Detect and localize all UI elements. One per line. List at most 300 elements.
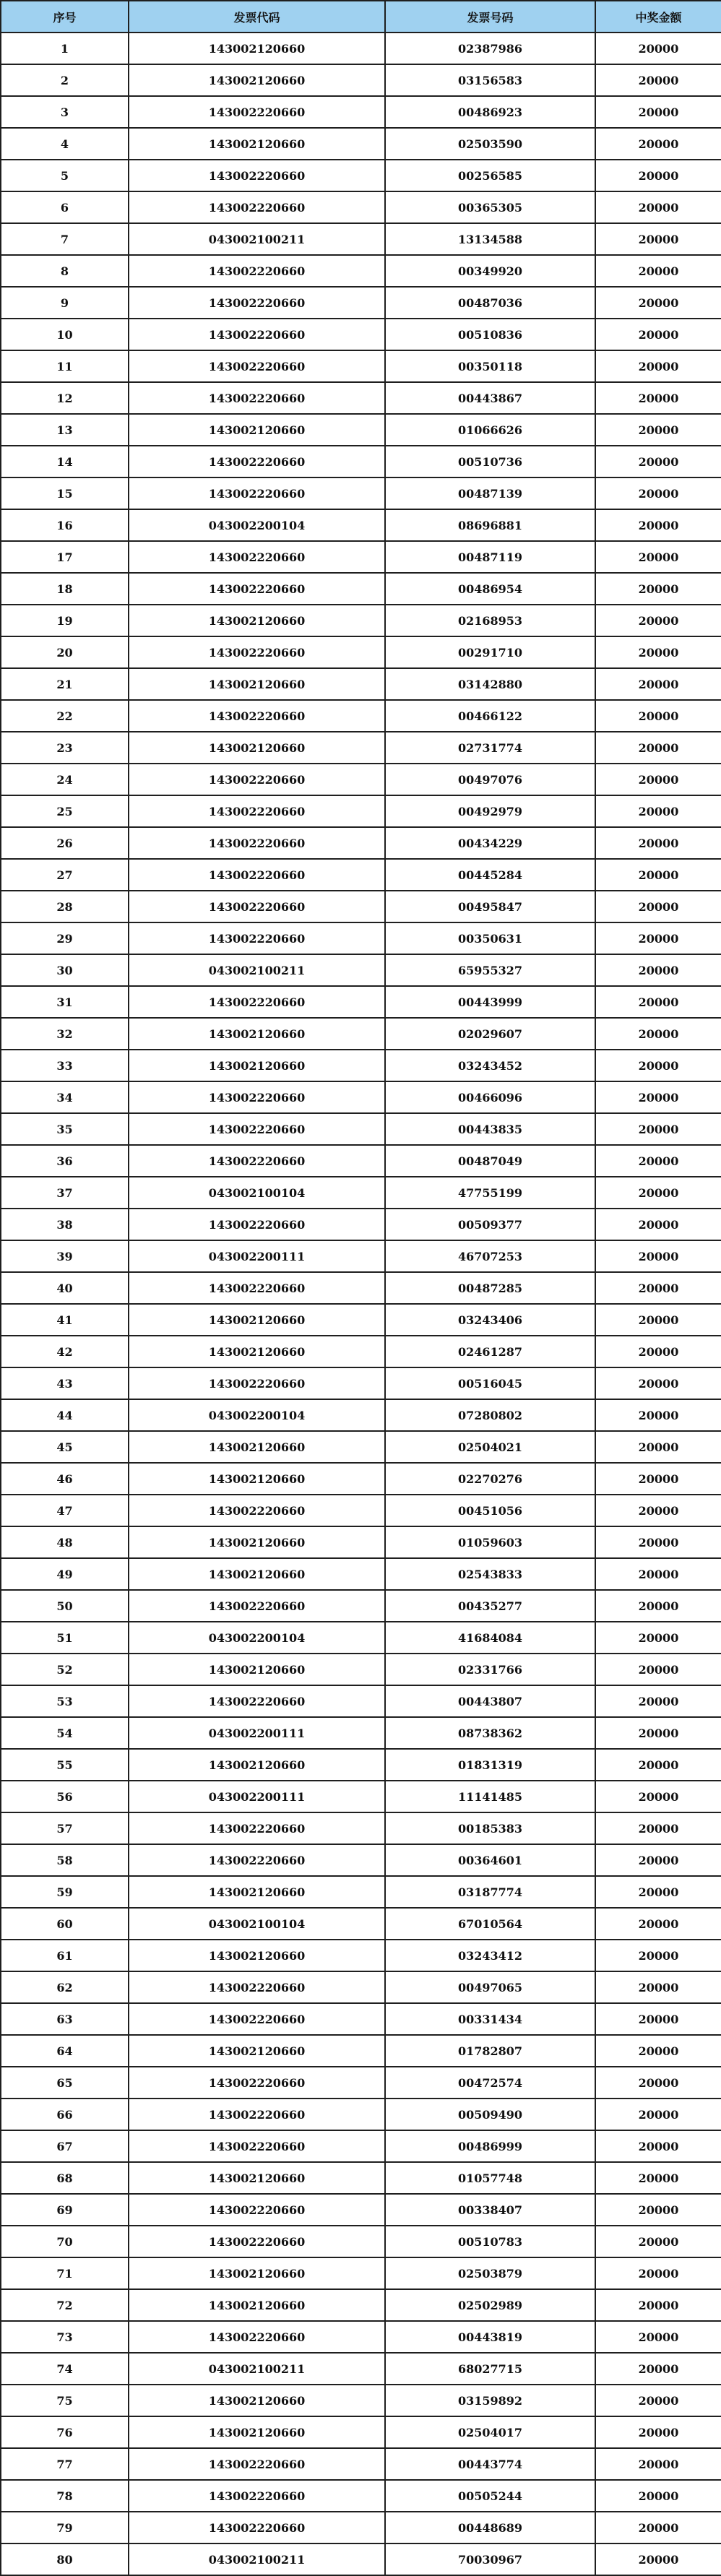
invoice-code-cell: 143002220660 bbox=[129, 1113, 385, 1145]
serial-number-cell: 79 bbox=[1, 2512, 129, 2543]
invoice-code-cell: 143002120660 bbox=[129, 1876, 385, 1908]
prize-amount-cell: 20000 bbox=[595, 2289, 721, 2321]
invoice-code-cell: 143002120660 bbox=[129, 1749, 385, 1781]
invoice-code-cell: 143002220660 bbox=[129, 1495, 385, 1526]
invoice-code-cell: 143002220660 bbox=[129, 859, 385, 891]
serial-number-cell: 49 bbox=[1, 1558, 129, 1590]
header-invoice-code: 发票代码 bbox=[129, 1, 385, 33]
prize-amount-cell: 20000 bbox=[595, 33, 721, 64]
serial-number-cell: 59 bbox=[1, 1876, 129, 1908]
table-body bbox=[1, 33, 721, 2575]
serial-number-cell: 20 bbox=[1, 636, 129, 668]
table-row bbox=[1, 1367, 721, 1399]
serial-number-cell: 33 bbox=[1, 1050, 129, 1081]
table-row bbox=[1, 255, 721, 287]
table-row bbox=[1, 1526, 721, 1558]
serial-number-cell: 15 bbox=[1, 477, 129, 509]
invoice-code-cell: 143002220660 bbox=[129, 2003, 385, 2035]
table-row bbox=[1, 509, 721, 541]
prize-amount-cell: 20000 bbox=[595, 1749, 721, 1781]
table-row bbox=[1, 33, 721, 64]
table-row bbox=[1, 700, 721, 732]
invoice-code-cell: 143002120660 bbox=[129, 1050, 385, 1081]
table-row bbox=[1, 1495, 721, 1526]
header-row bbox=[1, 1, 721, 33]
prize-amount-cell: 20000 bbox=[595, 1622, 721, 1654]
invoice-number-cell: 00497076 bbox=[385, 764, 595, 795]
prize-amount-cell: 20000 bbox=[595, 1940, 721, 1971]
table-row bbox=[1, 287, 721, 319]
invoice-code-cell: 043002100104 bbox=[129, 1908, 385, 1940]
prize-amount-cell: 20000 bbox=[595, 2162, 721, 2194]
invoice-number-cell: 00487036 bbox=[385, 287, 595, 319]
invoice-code-cell: 143002220660 bbox=[129, 541, 385, 573]
table-row bbox=[1, 1463, 721, 1495]
serial-number-cell: 50 bbox=[1, 1590, 129, 1622]
invoice-code-cell: 143002120660 bbox=[129, 605, 385, 636]
invoice-number-cell: 02270276 bbox=[385, 1463, 595, 1495]
serial-number-cell: 32 bbox=[1, 1018, 129, 1050]
invoice-number-cell: 00443835 bbox=[385, 1113, 595, 1145]
serial-number-cell: 76 bbox=[1, 2416, 129, 2448]
serial-number-cell: 54 bbox=[1, 1717, 129, 1749]
invoice-number-cell: 00487139 bbox=[385, 477, 595, 509]
serial-number-cell: 12 bbox=[1, 382, 129, 414]
serial-number-cell: 69 bbox=[1, 2194, 129, 2226]
serial-number-cell: 42 bbox=[1, 1336, 129, 1367]
serial-number-cell: 5 bbox=[1, 160, 129, 191]
invoice-code-cell: 143002120660 bbox=[129, 2289, 385, 2321]
prize-amount-cell: 20000 bbox=[595, 605, 721, 636]
table-row bbox=[1, 2448, 721, 2480]
invoice-number-cell: 70030967 bbox=[385, 2543, 595, 2575]
serial-number-cell: 29 bbox=[1, 922, 129, 954]
prize-amount-cell: 20000 bbox=[595, 2512, 721, 2543]
table-row bbox=[1, 827, 721, 859]
invoice-number-cell: 02503590 bbox=[385, 128, 595, 160]
serial-number-cell: 67 bbox=[1, 2130, 129, 2162]
serial-number-cell: 70 bbox=[1, 2226, 129, 2257]
invoice-number-cell: 67010564 bbox=[385, 1908, 595, 1940]
invoice-code-cell: 143002220660 bbox=[129, 2067, 385, 2099]
serial-number-cell: 26 bbox=[1, 827, 129, 859]
invoice-number-cell: 00472574 bbox=[385, 2067, 595, 2099]
invoice-number-cell: 00486923 bbox=[385, 96, 595, 128]
prize-amount-cell: 20000 bbox=[595, 891, 721, 922]
invoice-code-cell: 043002100211 bbox=[129, 223, 385, 255]
prize-amount-cell: 20000 bbox=[595, 541, 721, 573]
prize-amount-cell: 20000 bbox=[595, 2353, 721, 2385]
table-row bbox=[1, 191, 721, 223]
invoice-code-cell: 143002120660 bbox=[129, 732, 385, 764]
table-row bbox=[1, 1113, 721, 1145]
invoice-number-cell: 00364601 bbox=[385, 1844, 595, 1876]
invoice-number-cell: 00509490 bbox=[385, 2099, 595, 2130]
table-row bbox=[1, 2543, 721, 2575]
invoice-code-cell: 143002120660 bbox=[129, 1463, 385, 1495]
serial-number-cell: 39 bbox=[1, 1240, 129, 1272]
prize-amount-cell: 20000 bbox=[595, 922, 721, 954]
invoice-code-cell: 143002220660 bbox=[129, 636, 385, 668]
table-row bbox=[1, 1177, 721, 1209]
serial-number-cell: 28 bbox=[1, 891, 129, 922]
invoice-code-cell: 143002220660 bbox=[129, 1812, 385, 1844]
serial-number-cell: 52 bbox=[1, 1654, 129, 1685]
invoice-number-cell: 00486999 bbox=[385, 2130, 595, 2162]
invoice-number-cell: 47755199 bbox=[385, 1177, 595, 1209]
invoice-number-cell: 65955327 bbox=[385, 954, 595, 986]
serial-number-cell: 74 bbox=[1, 2353, 129, 2385]
prize-amount-cell: 20000 bbox=[595, 1304, 721, 1336]
prize-amount-cell: 20000 bbox=[595, 700, 721, 732]
invoice-number-cell: 03142880 bbox=[385, 668, 595, 700]
invoice-code-cell: 143002220660 bbox=[129, 827, 385, 859]
invoice-number-cell: 01066626 bbox=[385, 414, 595, 446]
serial-number-cell: 9 bbox=[1, 287, 129, 319]
table-row bbox=[1, 350, 721, 382]
serial-number-cell: 57 bbox=[1, 1812, 129, 1844]
table-row bbox=[1, 1050, 721, 1081]
table-row bbox=[1, 96, 721, 128]
serial-number-cell: 19 bbox=[1, 605, 129, 636]
prize-amount-cell: 20000 bbox=[595, 1463, 721, 1495]
invoice-number-cell: 00448689 bbox=[385, 2512, 595, 2543]
invoice-number-cell: 02029607 bbox=[385, 1018, 595, 1050]
prize-amount-cell: 20000 bbox=[595, 223, 721, 255]
invoice-code-cell: 043002200111 bbox=[129, 1781, 385, 1812]
invoice-code-cell: 143002220660 bbox=[129, 2480, 385, 2512]
invoice-number-cell: 00350631 bbox=[385, 922, 595, 954]
invoice-code-cell: 143002220660 bbox=[129, 795, 385, 827]
table-row bbox=[1, 2067, 721, 2099]
invoice-code-cell: 143002120660 bbox=[129, 1558, 385, 1590]
invoice-code-cell: 143002220660 bbox=[129, 319, 385, 350]
table-row bbox=[1, 954, 721, 986]
invoice-number-cell: 01059603 bbox=[385, 1526, 595, 1558]
prize-amount-cell: 20000 bbox=[595, 1367, 721, 1399]
invoice-number-cell: 08738362 bbox=[385, 1717, 595, 1749]
prize-amount-cell: 20000 bbox=[595, 1844, 721, 1876]
table-row bbox=[1, 2289, 721, 2321]
invoice-number-cell: 00185383 bbox=[385, 1812, 595, 1844]
invoice-code-cell: 143002120660 bbox=[129, 668, 385, 700]
serial-number-cell: 53 bbox=[1, 1685, 129, 1717]
serial-number-cell: 80 bbox=[1, 2543, 129, 2575]
table-row bbox=[1, 319, 721, 350]
table-row bbox=[1, 1018, 721, 1050]
prize-amount-cell: 20000 bbox=[595, 2226, 721, 2257]
invoice-code-cell: 143002220660 bbox=[129, 986, 385, 1018]
invoice-number-cell: 02502989 bbox=[385, 2289, 595, 2321]
invoice-number-cell: 03187774 bbox=[385, 1876, 595, 1908]
serial-number-cell: 4 bbox=[1, 128, 129, 160]
prize-amount-cell: 20000 bbox=[595, 2194, 721, 2226]
prize-amount-cell: 20000 bbox=[595, 2257, 721, 2289]
invoice-code-cell: 043002100211 bbox=[129, 2543, 385, 2575]
table-row bbox=[1, 2226, 721, 2257]
prize-amount-cell: 20000 bbox=[595, 191, 721, 223]
prize-amount-cell: 20000 bbox=[595, 1876, 721, 1908]
table-row bbox=[1, 414, 721, 446]
prize-amount-cell: 20000 bbox=[595, 1113, 721, 1145]
table-row bbox=[1, 1304, 721, 1336]
table-row bbox=[1, 1812, 721, 1844]
invoice-number-cell: 03243452 bbox=[385, 1050, 595, 1081]
prize-amount-cell: 20000 bbox=[595, 1781, 721, 1812]
invoice-number-cell: 46707253 bbox=[385, 1240, 595, 1272]
invoice-code-cell: 043002100211 bbox=[129, 2353, 385, 2385]
table-row bbox=[1, 1749, 721, 1781]
table-row bbox=[1, 2099, 721, 2130]
invoice-code-cell: 143002220660 bbox=[129, 1081, 385, 1113]
invoice-code-cell: 143002120660 bbox=[129, 64, 385, 96]
serial-number-cell: 10 bbox=[1, 319, 129, 350]
invoice-code-cell: 143002220660 bbox=[129, 446, 385, 477]
table-row bbox=[1, 2353, 721, 2385]
prize-amount-cell: 20000 bbox=[595, 732, 721, 764]
serial-number-cell: 60 bbox=[1, 1908, 129, 1940]
invoice-code-cell: 143002220660 bbox=[129, 922, 385, 954]
prize-amount-cell: 20000 bbox=[595, 2480, 721, 2512]
prize-amount-cell: 20000 bbox=[595, 1590, 721, 1622]
invoice-number-cell: 00338407 bbox=[385, 2194, 595, 2226]
invoice-code-cell: 143002220660 bbox=[129, 382, 385, 414]
table-row bbox=[1, 573, 721, 605]
serial-number-cell: 3 bbox=[1, 96, 129, 128]
serial-number-cell: 63 bbox=[1, 2003, 129, 2035]
prize-amount-cell: 20000 bbox=[595, 1081, 721, 1113]
prize-amount-cell: 20000 bbox=[595, 764, 721, 795]
invoice-number-cell: 03243412 bbox=[385, 1940, 595, 1971]
invoice-number-cell: 01831319 bbox=[385, 1749, 595, 1781]
serial-number-cell: 38 bbox=[1, 1209, 129, 1240]
table-row bbox=[1, 1844, 721, 1876]
invoice-code-cell: 043002100211 bbox=[129, 954, 385, 986]
prize-amount-cell: 20000 bbox=[595, 287, 721, 319]
serial-number-cell: 11 bbox=[1, 350, 129, 382]
invoice-number-cell: 03243406 bbox=[385, 1304, 595, 1336]
invoice-number-cell: 00487119 bbox=[385, 541, 595, 573]
table-row bbox=[1, 859, 721, 891]
table-row bbox=[1, 2512, 721, 2543]
table-row bbox=[1, 2035, 721, 2067]
invoice-code-cell: 143002220660 bbox=[129, 700, 385, 732]
prize-amount-cell: 20000 bbox=[595, 954, 721, 986]
invoice-number-cell: 03159892 bbox=[385, 2385, 595, 2416]
table-row bbox=[1, 668, 721, 700]
serial-number-cell: 44 bbox=[1, 1399, 129, 1431]
serial-number-cell: 13 bbox=[1, 414, 129, 446]
serial-number-cell: 66 bbox=[1, 2099, 129, 2130]
prize-amount-cell: 20000 bbox=[595, 1431, 721, 1463]
prize-amount-cell: 20000 bbox=[595, 509, 721, 541]
serial-number-cell: 45 bbox=[1, 1431, 129, 1463]
invoice-code-cell: 143002220660 bbox=[129, 764, 385, 795]
invoice-code-cell: 143002220660 bbox=[129, 96, 385, 128]
prize-amount-cell: 20000 bbox=[595, 1654, 721, 1685]
serial-number-cell: 73 bbox=[1, 2321, 129, 2353]
table-row bbox=[1, 1940, 721, 1971]
invoice-code-cell: 043002200104 bbox=[129, 1622, 385, 1654]
invoice-code-cell: 143002120660 bbox=[129, 2162, 385, 2194]
serial-number-cell: 8 bbox=[1, 255, 129, 287]
invoice-number-cell: 01057748 bbox=[385, 2162, 595, 2194]
table-row bbox=[1, 1558, 721, 1590]
serial-number-cell: 43 bbox=[1, 1367, 129, 1399]
prize-amount-cell: 20000 bbox=[595, 859, 721, 891]
table-row bbox=[1, 1717, 721, 1749]
invoice-code-cell: 143002220660 bbox=[129, 191, 385, 223]
invoice-code-cell: 143002120660 bbox=[129, 1431, 385, 1463]
prize-amount-cell: 20000 bbox=[595, 986, 721, 1018]
table-row bbox=[1, 2162, 721, 2194]
invoice-code-cell: 143002220660 bbox=[129, 573, 385, 605]
invoice-number-cell: 00365305 bbox=[385, 191, 595, 223]
prize-amount-cell: 20000 bbox=[595, 319, 721, 350]
prize-amount-cell: 20000 bbox=[595, 350, 721, 382]
invoice-number-cell: 00509377 bbox=[385, 1209, 595, 1240]
table-row bbox=[1, 1081, 721, 1113]
prize-amount-cell: 20000 bbox=[595, 1558, 721, 1590]
invoice-code-cell: 143002220660 bbox=[129, 1272, 385, 1304]
table-row bbox=[1, 128, 721, 160]
prize-amount-cell: 20000 bbox=[595, 2067, 721, 2099]
prize-amount-cell: 20000 bbox=[595, 1908, 721, 1940]
invoice-code-cell: 043002100104 bbox=[129, 1177, 385, 1209]
serial-number-cell: 23 bbox=[1, 732, 129, 764]
invoice-code-cell: 143002220660 bbox=[129, 2099, 385, 2130]
invoice-number-cell: 00434229 bbox=[385, 827, 595, 859]
invoice-number-cell: 00443867 bbox=[385, 382, 595, 414]
table-row bbox=[1, 477, 721, 509]
invoice-number-cell: 00486954 bbox=[385, 573, 595, 605]
invoice-number-cell: 02387986 bbox=[385, 33, 595, 64]
table-row bbox=[1, 223, 721, 255]
serial-number-cell: 30 bbox=[1, 954, 129, 986]
prize-amount-cell: 20000 bbox=[595, 573, 721, 605]
prize-amount-cell: 20000 bbox=[595, 2321, 721, 2353]
serial-number-cell: 61 bbox=[1, 1940, 129, 1971]
prize-amount-cell: 20000 bbox=[595, 795, 721, 827]
table-row bbox=[1, 1272, 721, 1304]
table-row bbox=[1, 605, 721, 636]
table-row bbox=[1, 1399, 721, 1431]
invoice-code-cell: 043002200104 bbox=[129, 509, 385, 541]
invoice-code-cell: 143002120660 bbox=[129, 1526, 385, 1558]
invoice-number-cell: 02461287 bbox=[385, 1336, 595, 1367]
prize-amount-cell: 20000 bbox=[595, 2543, 721, 2575]
serial-number-cell: 7 bbox=[1, 223, 129, 255]
table-row bbox=[1, 2321, 721, 2353]
prize-amount-cell: 20000 bbox=[595, 2416, 721, 2448]
prize-amount-cell: 20000 bbox=[595, 382, 721, 414]
prize-amount-cell: 20000 bbox=[595, 1971, 721, 2003]
invoice-code-cell: 143002220660 bbox=[129, 2130, 385, 2162]
invoice-number-cell: 00466122 bbox=[385, 700, 595, 732]
serial-number-cell: 65 bbox=[1, 2067, 129, 2099]
invoice-code-cell: 143002220660 bbox=[129, 891, 385, 922]
invoice-number-cell: 00510736 bbox=[385, 446, 595, 477]
prize-amount-cell: 20000 bbox=[595, 668, 721, 700]
invoice-code-cell: 143002220660 bbox=[129, 350, 385, 382]
invoice-number-cell: 13134588 bbox=[385, 223, 595, 255]
invoice-code-cell: 143002220660 bbox=[129, 2321, 385, 2353]
invoice-code-cell: 143002220660 bbox=[129, 1685, 385, 1717]
header-serial-number: 序号 bbox=[1, 1, 129, 33]
invoice-code-cell: 143002220660 bbox=[129, 2448, 385, 2480]
serial-number-cell: 17 bbox=[1, 541, 129, 573]
invoice-number-cell: 03156583 bbox=[385, 64, 595, 96]
invoice-number-cell: 68027715 bbox=[385, 2353, 595, 2385]
invoice-number-cell: 00350118 bbox=[385, 350, 595, 382]
serial-number-cell: 25 bbox=[1, 795, 129, 827]
invoice-code-cell: 143002120660 bbox=[129, 1304, 385, 1336]
table-row bbox=[1, 160, 721, 191]
serial-number-cell: 36 bbox=[1, 1145, 129, 1177]
invoice-code-cell: 143002220660 bbox=[129, 1844, 385, 1876]
table-row bbox=[1, 1145, 721, 1177]
serial-number-cell: 27 bbox=[1, 859, 129, 891]
serial-number-cell: 6 bbox=[1, 191, 129, 223]
prize-amount-cell: 20000 bbox=[595, 2003, 721, 2035]
serial-number-cell: 1 bbox=[1, 33, 129, 64]
serial-number-cell: 72 bbox=[1, 2289, 129, 2321]
serial-number-cell: 62 bbox=[1, 1971, 129, 2003]
table-row bbox=[1, 891, 721, 922]
invoice-number-cell: 00349920 bbox=[385, 255, 595, 287]
invoice-number-cell: 00495847 bbox=[385, 891, 595, 922]
serial-number-cell: 55 bbox=[1, 1749, 129, 1781]
invoice-code-cell: 143002120660 bbox=[129, 2257, 385, 2289]
invoice-number-cell: 00443807 bbox=[385, 1685, 595, 1717]
invoice-number-cell: 00487049 bbox=[385, 1145, 595, 1177]
invoice-number-cell: 00516045 bbox=[385, 1367, 595, 1399]
table-row bbox=[1, 2003, 721, 2035]
invoice-number-cell: 00443999 bbox=[385, 986, 595, 1018]
serial-number-cell: 31 bbox=[1, 986, 129, 1018]
prize-amount-cell: 20000 bbox=[595, 446, 721, 477]
prize-amount-cell: 20000 bbox=[595, 1240, 721, 1272]
serial-number-cell: 14 bbox=[1, 446, 129, 477]
invoice-code-cell: 143002120660 bbox=[129, 414, 385, 446]
serial-number-cell: 34 bbox=[1, 1081, 129, 1113]
table-row bbox=[1, 446, 721, 477]
header-prize-amount: 中奖金额 bbox=[595, 1, 721, 33]
serial-number-cell: 77 bbox=[1, 2448, 129, 2480]
table-header bbox=[1, 1, 721, 33]
invoice-number-cell: 02503879 bbox=[385, 2257, 595, 2289]
prize-amount-cell: 20000 bbox=[595, 1495, 721, 1526]
serial-number-cell: 68 bbox=[1, 2162, 129, 2194]
serial-number-cell: 47 bbox=[1, 1495, 129, 1526]
prize-amount-cell: 20000 bbox=[595, 255, 721, 287]
table-row bbox=[1, 1431, 721, 1463]
table-row bbox=[1, 2194, 721, 2226]
table-row bbox=[1, 1654, 721, 1685]
serial-number-cell: 71 bbox=[1, 2257, 129, 2289]
table-row bbox=[1, 541, 721, 573]
table-row bbox=[1, 1908, 721, 1940]
prize-amount-cell: 20000 bbox=[595, 1145, 721, 1177]
header-invoice-number: 发票号码 bbox=[385, 1, 595, 33]
invoice-number-cell: 02504021 bbox=[385, 1431, 595, 1463]
serial-number-cell: 22 bbox=[1, 700, 129, 732]
invoice-code-cell: 143002120660 bbox=[129, 1654, 385, 1685]
prize-amount-cell: 20000 bbox=[595, 2035, 721, 2067]
serial-number-cell: 78 bbox=[1, 2480, 129, 2512]
serial-number-cell: 46 bbox=[1, 1463, 129, 1495]
table-row bbox=[1, 2257, 721, 2289]
